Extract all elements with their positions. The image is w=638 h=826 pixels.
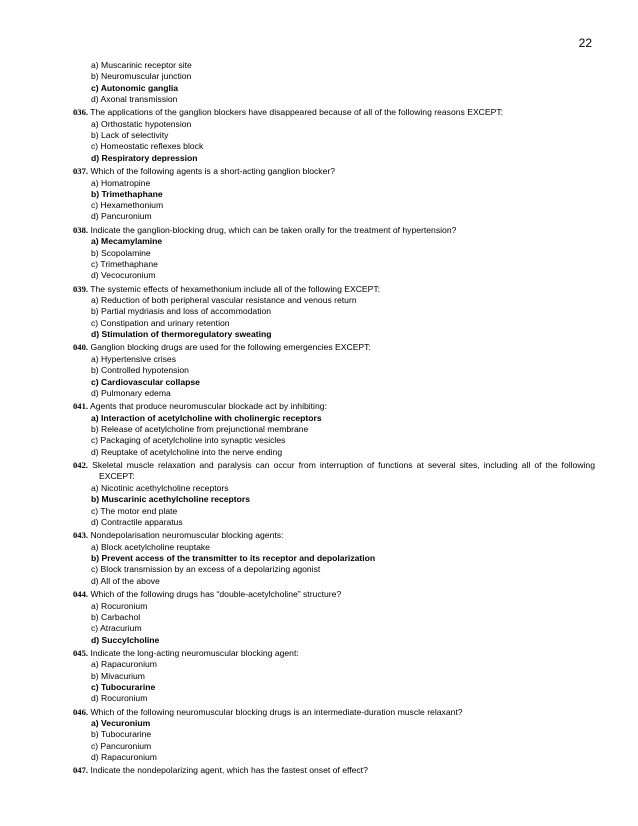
- answer-option: d) Rapacuronium: [91, 752, 157, 763]
- answer-option-correct: c) Cardiovascular collapse: [91, 376, 200, 387]
- question-item: [73, 107, 595, 164]
- question-item: [73, 765, 595, 777]
- question-text: Nondepolarisation neuromuscular blocking agents:: [90, 530, 284, 541]
- answer-option: c) Pancuronium: [91, 740, 152, 751]
- answer-option: d) Vecocuronium: [91, 270, 156, 281]
- answer-option: a) Muscarinic receptor site: [91, 60, 192, 70]
- question-text: The applications of the ganglion blockers have disappeared because of all of the following reasons EXCEPT:: [90, 107, 504, 118]
- question-stem: [73, 707, 595, 719]
- question-number: 043.: [73, 530, 89, 541]
- question-number: 042.: [73, 459, 89, 470]
- question-number: 047.: [73, 765, 89, 776]
- answer-option: b) Carbachol: [91, 611, 141, 622]
- answer-option-correct: a) Vecuronium: [91, 718, 151, 729]
- question-text: Indicate the ganglion-blocking drug, which can be taken orally for the treatment of hypertension?: [90, 224, 457, 235]
- question-item: [73, 284, 595, 341]
- question-item: [73, 707, 595, 764]
- question-stem: [73, 765, 595, 777]
- answer-option: b) Lack of selectivity: [91, 130, 169, 141]
- answer-option: d) Pulmonary edema: [91, 387, 171, 398]
- answer-option: c) Trimethaphane: [91, 258, 158, 269]
- answer-option: c) Hexamethonium: [91, 200, 164, 211]
- question-number: 044.: [73, 589, 89, 600]
- question-list: [73, 60, 595, 779]
- question-number: 040.: [73, 342, 89, 353]
- answer-option: d) Rocuronium: [91, 693, 148, 704]
- question-stem: [73, 284, 595, 296]
- answer-option-correct: b) Muscarinic acethylcholine receptors: [91, 494, 251, 505]
- question-text: The systemic effects of hexamethonium include all of the following EXCEPT:: [90, 283, 381, 294]
- question-number: 041.: [73, 401, 89, 412]
- answer-option-correct: b) Prevent access of the transmitter to its receptor and depolarization: [91, 553, 376, 564]
- question-number: 039.: [73, 283, 89, 294]
- question-text: Skeletal muscle relaxation and paralysis can occur from interruption of functions at several sites, including all of the following EXCEPT:: [92, 459, 595, 482]
- question-item: [73, 225, 595, 282]
- answer-option: b) Controlled hypotension: [91, 365, 189, 376]
- answer-option: d) All of the above: [91, 575, 160, 586]
- question-stem: [73, 530, 595, 542]
- question-item: [73, 460, 595, 528]
- question-text: Ganglion blocking drugs are used for the following emergencies EXCEPT:: [90, 342, 371, 353]
- answer-option: c) Homeostatic reflexes block: [91, 141, 204, 152]
- question-stem: [73, 225, 595, 237]
- question-stem: [73, 460, 595, 483]
- question-stem: [73, 648, 595, 660]
- question-item: [73, 530, 595, 587]
- answer-option: a) Block acetylcholine reuptake: [91, 541, 210, 552]
- answer-option-correct: c) Autonomic ganglia: [91, 82, 179, 93]
- question-item: [73, 648, 595, 705]
- question-number: 038.: [73, 224, 89, 235]
- question-text: Which of the following drugs has “double-acetylcholine” structure?: [90, 589, 342, 600]
- answer-option: d) Pancuronium: [91, 211, 152, 222]
- answer-option: b) Scopolamine: [91, 247, 151, 258]
- answer-option: d) Contractile apparatus: [91, 516, 183, 527]
- answer-option: c) The motor end plate: [91, 505, 178, 516]
- answer-option: a) Orthostatic hypotension: [91, 118, 192, 129]
- question-text: Agents that produce neuromuscular blockade act by inhibiting:: [89, 401, 327, 412]
- page-number: 22: [578, 36, 592, 50]
- question-number: 046.: [73, 706, 89, 717]
- question-item: [73, 589, 595, 646]
- answer-option: b) Neuromuscular junction: [91, 71, 192, 82]
- continued-options: [73, 60, 595, 105]
- question-stem: [73, 589, 595, 601]
- answer-option-correct: d) Stimulation of thermoregulatory sweating: [91, 329, 272, 340]
- answer-option: a) Nicotinic acethylcholine receptors: [91, 483, 229, 494]
- answer-option-correct: a) Interaction of acetylcholine with cholinergic receptors: [91, 412, 322, 423]
- question-number: 037.: [73, 165, 89, 176]
- answer-option: a) Rocuronium: [91, 600, 148, 611]
- answer-option: a) Homatropine: [91, 177, 151, 188]
- question-stem: [73, 107, 595, 119]
- question-text: Indicate the long-acting neuromuscular blocking agent:: [90, 647, 299, 658]
- answer-option: d) Reuptake of acetylcholine into the nerve ending: [91, 446, 283, 457]
- question-number: 045.: [73, 647, 89, 658]
- answer-option: b) Release of acetylcholine from prejunctional membrane: [91, 423, 309, 434]
- answer-option: b) Tubocurarine: [91, 729, 152, 740]
- answer-option-correct: c) Tubocurarine: [91, 682, 156, 692]
- answer-option-correct: d) Succylcholine: [91, 634, 160, 645]
- answer-option: a) Reduction of both peripheral vascular resistance and venous return: [91, 295, 357, 306]
- answer-option: a) Hypertensive crises: [91, 353, 177, 364]
- question-text: Indicate the nondepolarizing agent, which has the fastest onset of effect?: [90, 765, 368, 776]
- answer-option: c) Constipation and urinary retention: [91, 317, 230, 328]
- question-stem: [73, 166, 595, 178]
- question-stem: [73, 342, 595, 354]
- question-text: Which of the following neuromuscular blocking drugs is an intermediate-duration muscle relaxant?: [90, 706, 463, 717]
- question-item: [73, 401, 595, 458]
- answer-option: c) Packaging of acetylcholine into synaptic vesicles: [91, 435, 286, 446]
- question-item: [73, 342, 595, 399]
- answer-option-correct: b) Trimethaphane: [91, 188, 163, 199]
- answer-option: c) Atracurium: [91, 623, 142, 634]
- question-text: Which of the following agents is a short-acting ganglion blocker?: [90, 165, 336, 176]
- question-item: [73, 166, 595, 223]
- answer-option: d) Axonal transmission: [91, 93, 178, 104]
- question-stem: [73, 401, 595, 413]
- answer-option: b) Mivacurium: [91, 670, 145, 681]
- question-number: 036.: [73, 107, 89, 118]
- answer-option: b) Partial mydriasis and loss of accommodation: [91, 306, 272, 317]
- answer-option-correct: a) Mecamylamine: [91, 236, 163, 247]
- answer-option: c) Block transmission by an excess of a depolarizing agonist: [91, 564, 321, 575]
- answer-option-correct: d) Respiratory depression: [91, 152, 198, 163]
- answer-option: a) Rapacuronium: [91, 659, 157, 670]
